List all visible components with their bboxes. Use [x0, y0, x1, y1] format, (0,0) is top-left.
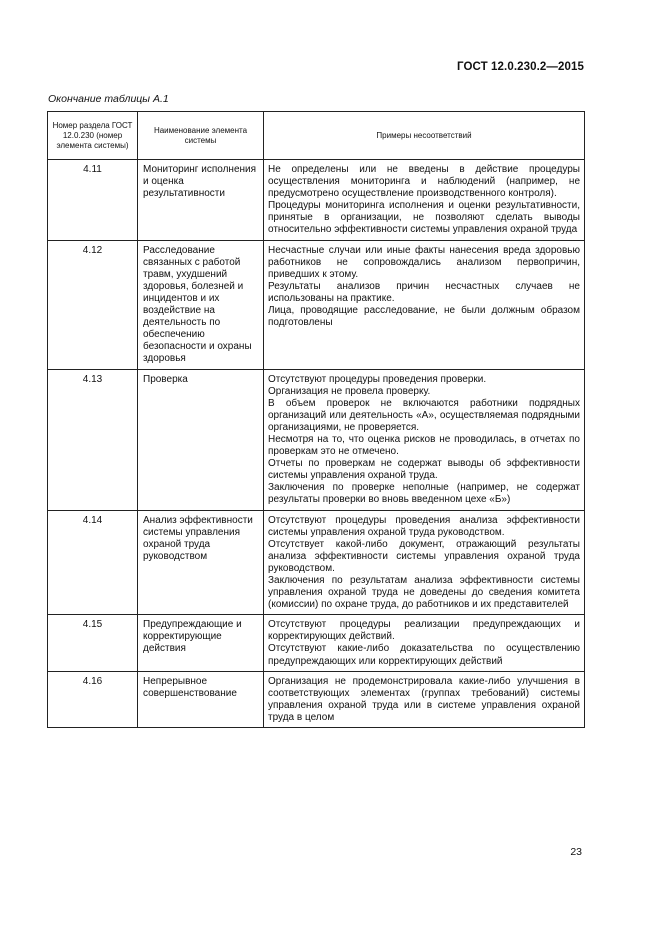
example-line: Лица, проводящие расследование, не были должным образом подготовлены	[268, 305, 580, 329]
table-row	[48, 160, 585, 241]
section-number: 4.15	[48, 615, 138, 671]
table-caption: Окончание таблицы А.1	[48, 93, 169, 105]
table-row	[48, 369, 585, 510]
example-line: Организация не продемонстрировала какие-либо улучшения в соответствующих элементах (группах требований) системы управления охраной труда или в системе управления охраной труда в целом	[268, 675, 580, 723]
column-header-section-number: Номер раздела ГОСТ 12.0.230 (номер элемента системы)	[48, 112, 138, 160]
nonconformity-examples	[264, 671, 585, 727]
nonconformity-examples	[264, 160, 585, 241]
example-line: Не определены или не введены в действие процедуры осуществления мониторинга и наблюдений (например, не предусмотрено осуществление производственного контроля).	[268, 164, 580, 200]
element-name: Непрерывное совершенствование	[138, 671, 264, 727]
example-line: Заключения по результатам анализа эффективности системы управления охраной труда не доведены до сведения комитета (комиссии) по охране труда, до работников и их представителей	[268, 575, 580, 611]
table-row	[48, 615, 585, 671]
section-number: 4.16	[48, 671, 138, 727]
table-header-row	[48, 112, 585, 160]
example-line: В объем проверок не включаются работники подрядных организаций или деятельность «А», осуществляемая подрядными организациями, не проверяется.	[268, 397, 580, 433]
example-line: Отсутствуют процедуры реализации предупреждающих и корректирующих действий.	[268, 619, 580, 643]
nonconformity-table	[47, 111, 585, 728]
nonconformity-examples	[264, 510, 585, 615]
example-line: Отсутствуют какие-либо доказательства по осуществлению предупреждающих или корректирующих действий	[268, 643, 580, 667]
nonconformity-examples	[264, 369, 585, 510]
table-row	[48, 510, 585, 615]
element-name: Анализ эффективности системы управления охраной труда руководством	[138, 510, 264, 615]
section-number: 4.11	[48, 160, 138, 241]
example-line: Отсутствуют процедуры проведения проверки.	[268, 373, 487, 385]
element-name: Мониторинг исполнения и оценка результативности	[138, 160, 264, 241]
section-number: 4.13	[48, 369, 138, 510]
element-name: Расследование связанных с работой травм, ухудшений здоровья, болезней и инцидентов и их воздействие на деятельность по обеспечению безопасности и охраны здоровья	[138, 240, 264, 369]
nonconformity-examples	[264, 240, 585, 369]
column-header-nonconformity-examples: Примеры несоответствий	[264, 112, 585, 160]
page-number: 23	[570, 846, 582, 858]
example-line: Организация не провела проверку.	[268, 385, 431, 397]
column-header-element-name: Наименование элемента системы	[138, 112, 264, 160]
example-line: Несчастные случаи или иные факты нанесения вреда здоровью работников не сопровождались анализом первопричин, приведших к этому.	[268, 244, 580, 280]
table-row	[48, 240, 585, 369]
nonconformity-examples	[264, 615, 585, 671]
table-row	[48, 671, 585, 727]
document-standard-header: ГОСТ 12.0.230.2—2015	[457, 61, 584, 73]
element-name: Предупреждающие и корректирующие действия	[138, 615, 264, 671]
element-name: Проверка	[138, 369, 264, 510]
example-line: Отчеты по проверкам не содержат выводы об эффективности системы управления охраной труда.	[268, 458, 580, 482]
section-number: 4.14	[48, 510, 138, 615]
example-line: Отсутствуют процедуры проведения анализа эффективности системы управления охраной труда руководством.	[268, 514, 580, 538]
example-line: Заключения по проверке неполные (например, не содержат результаты проверки во вновь введенном цехе «Б»)	[268, 482, 580, 506]
example-line: Процедуры мониторинга исполнения и оценки результативности, принятые в организации, не позволяют сделать выводы относительно эффективности системы управления охраной труда	[268, 200, 580, 236]
example-line: Отсутствует какой-либо документ, отражающий результаты анализа эффективности системы управления охраной труда руководством.	[268, 538, 580, 574]
section-number: 4.12	[48, 240, 138, 369]
example-line: Несмотря на то, что оценка рисков не проводилась, в отчетах по проверкам это не отмечено.	[268, 433, 580, 458]
example-line: Результаты анализов причин несчастных случаев не использованы на практике.	[268, 280, 580, 304]
